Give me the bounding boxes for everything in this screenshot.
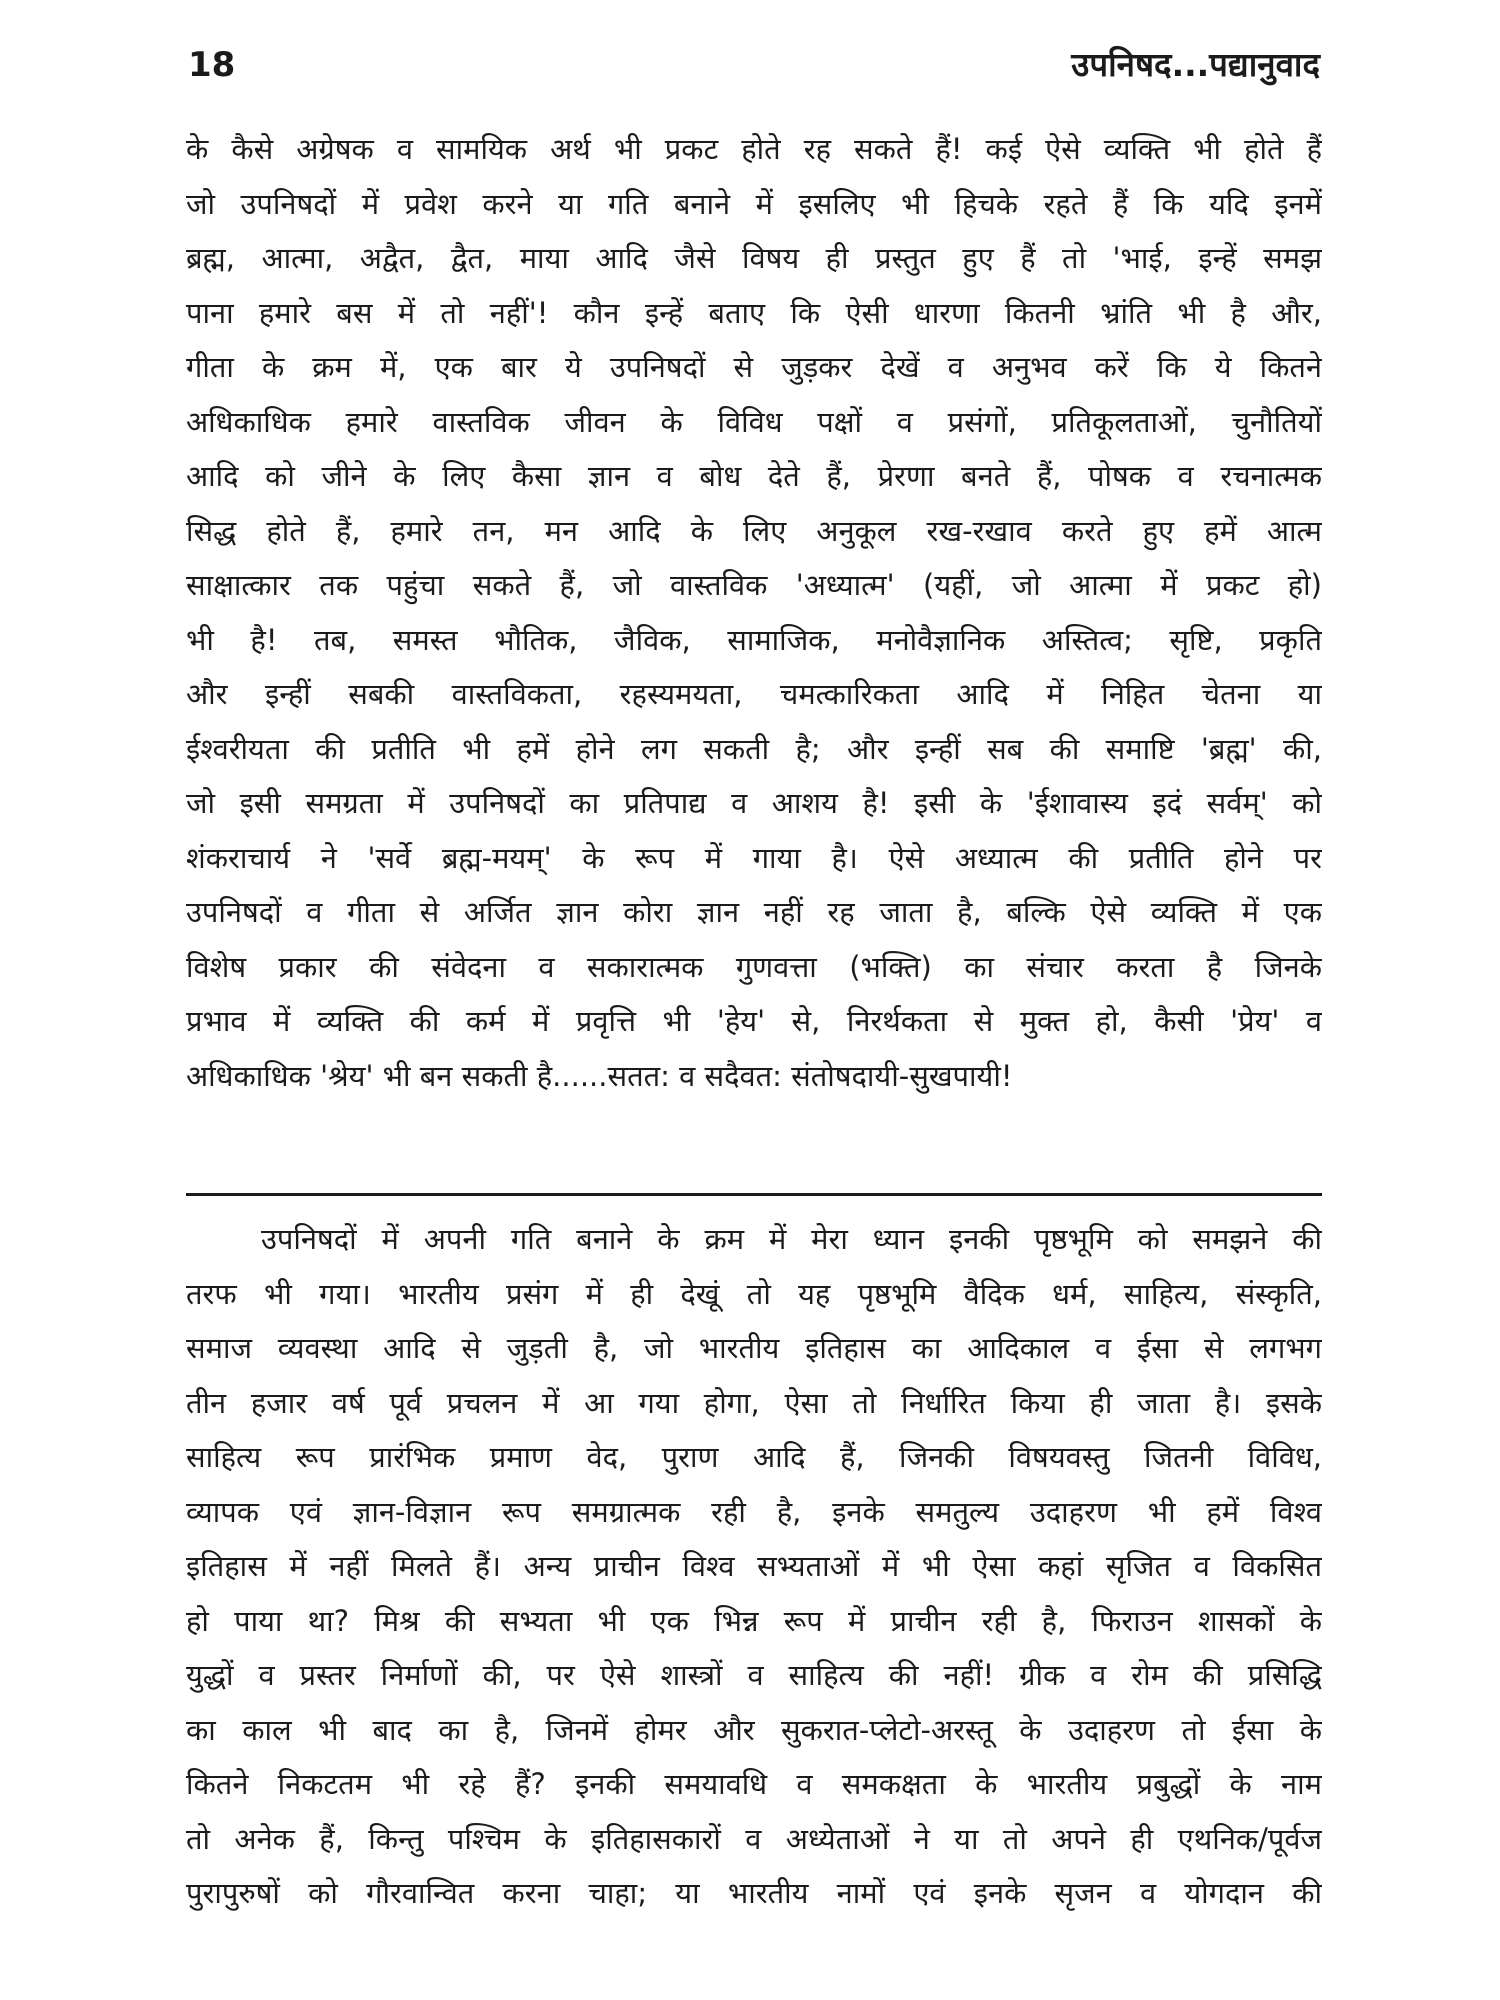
text-line: तरफ भी गया। भारतीय प्रसंग में ही देखूं तो यह पृष्ठभूमि वैदिक धर्म, साहित्य, संस्कृति,: [186, 1276, 1322, 1311]
text-line: अधिकाधिक 'श्रेय' भी बन सकती है......सतत: व सदैवत: संतोषदायी-सुखपायी!: [186, 1058, 1013, 1093]
section-divider: [186, 1193, 1322, 1196]
text-line: व्यापक एवं ज्ञान-विज्ञान रूप समग्रात्मक रही है, इनके समतुल्य उदाहरण भी हमें विश्व: [186, 1494, 1322, 1529]
text-line: हो पाया था? मिश्र की सभ्यता भी एक भिन्न रूप में प्राचीन रही है, फिराउन शासकों के: [186, 1603, 1322, 1638]
text-line: तीन हजार वर्ष पूर्व प्रचलन में आ गया होगा, ऐसा तो निर्धारित किया ही जाता है। इसके: [186, 1385, 1322, 1420]
text-line: का काल भी बाद का है, जिनमें होमर और सुकरात-प्लेटो-अरस्तू के उदाहरण तो ईसा के: [186, 1712, 1322, 1747]
text-line: साहित्य रूप प्रारंभिक प्रमाण वेद, पुराण आदि हैं, जिनकी विषयवस्तु जितनी विविध,: [186, 1440, 1322, 1474]
text-line: युद्धों व प्रस्तर निर्माणों की, पर ऐसे शास्त्रों व साहित्य की नहीं! ग्रीक व रोम की प्रसिद्धि: [186, 1658, 1322, 1692]
text-line: तो अनेक हैं, किन्तु पश्चिम के इतिहासकारों व अध्येताओं ने या तो अपने ही एथनिक/पूर्वज: [186, 1821, 1322, 1856]
text-line: पुरापुरुषों को गौरवान्वित करना चाहा; या भारतीय नामों एवं इनके सृजन व योगदान की: [186, 1876, 1322, 1910]
page-header: [188, 40, 1320, 90]
text-line: ईश्वरीयता की प्रतीति भी हमें होने लग सकती है; और इन्हीं सब की समाष्टि 'ब्रह्म' की,: [186, 731, 1322, 766]
text-line: प्रभाव में व्यक्ति की कर्म में प्रवृत्ति भी 'हेय' से, निरर्थकता से मुक्त हो, कैसी 'प्रेय' व: [186, 1004, 1322, 1038]
text-line: के कैसे अग्रेषक व सामयिक अर्थ भी प्रकट होते रह सकते हैं! कई ऐसे व्यक्ति भी होते हैं: [186, 132, 1322, 166]
page-number: 18: [188, 45, 236, 85]
text-line: साक्षात्कार तक पहुंचा सकते हैं, जो वास्तविक 'अध्यात्म' (यहीं, जो आत्मा में प्रकट हो): [186, 568, 1322, 602]
text-line: सिद्ध होते हैं, हमारे तन, मन आदि के लिए अनुकूल रख-रखाव करते हुए हमें आत्म: [186, 513, 1322, 548]
text-line: उपनिषदों व गीता से अर्जित ज्ञान कोरा ज्ञान नहीं रह जाता है, बल्कि ऐसे व्यक्ति में एक: [186, 895, 1322, 929]
text-line: गीता के क्रम में, एक बार ये उपनिषदों से जुड़कर देखें व अनुभव करें कि ये कितने: [186, 350, 1322, 384]
text-line: इतिहास में नहीं मिलते हैं। अन्य प्राचीन विश्व सभ्यताओं में भी ऐसा कहां सृजित व विकसित: [186, 1549, 1322, 1583]
text-line: विशेष प्रकार की संवेदना व सकारात्मक गुणवत्ता (भक्ति) का संचार करता है जिनके: [186, 949, 1322, 984]
text-line: भी है! तब, समस्त भौतिक, जैविक, सामाजिक, मनोवैज्ञानिक अस्तित्व; सृष्टि, प्रकृति: [186, 622, 1322, 657]
text-line: कितने निकटतम भी रहे हैं? इनकी समयावधि व समकक्षता के भारतीय प्रबुद्धों के नाम: [186, 1767, 1322, 1801]
paragraph-1: [186, 122, 1322, 1103]
text-line: जो उपनिषदों में प्रवेश करने या गति बनाने में इसलिए भी हिचके रहते हैं कि यदि इनमें: [186, 186, 1322, 221]
text-line: आदि को जीने के लिए कैसा ज्ञान व बोध देते हैं, प्रेरणा बनते हैं, पोषक व रचनात्मक: [186, 459, 1322, 493]
text-line: ब्रह्म, आत्मा, अद्वैत, द्वैत, माया आदि जैसे विषय ही प्रस्तुत हुए हैं तो 'भाई, इन्हें समझ: [186, 241, 1322, 275]
text-line: अधिकाधिक हमारे वास्तविक जीवन के विविध पक्षों व प्रसंगों, प्रतिकूलताओं, चुनौतियों: [186, 404, 1322, 439]
text-line: जो इसी समग्रता में उपनिषदों का प्रतिपाद्य व आशय है! इसी के 'ईशावास्य इदं सर्वम्' को: [186, 786, 1322, 820]
paragraph-2: [186, 1212, 1322, 1921]
text-line: समाज व्यवस्था आदि से जुड़ती है, जो भारतीय इतिहास का आदिकाल व ईसा से लगभग: [186, 1331, 1322, 1365]
running-title: उपनिषद...पद्यानुवाद: [1071, 45, 1320, 84]
text-line: उपनिषदों में अपनी गति बनाने के क्रम में मेरा ध्यान इनकी पृष्ठभूमि को समझने की: [261, 1222, 1322, 1256]
text-line: पाना हमारे बस में तो नहीं'! कौन इन्हें बताए कि ऐसी धारणा कितनी भ्रांति भी है और,: [186, 295, 1322, 330]
text-line: और इन्हीं सबकी वास्तविकता, रहस्यमयता, चमत्कारिकता आदि में निहित चेतना या: [186, 677, 1322, 711]
text-line: शंकराचार्य ने 'सर्वे ब्रह्म-मयम्' के रूप में गाया है। ऐसे अध्यात्म की प्रतीति होने पर: [186, 840, 1322, 875]
